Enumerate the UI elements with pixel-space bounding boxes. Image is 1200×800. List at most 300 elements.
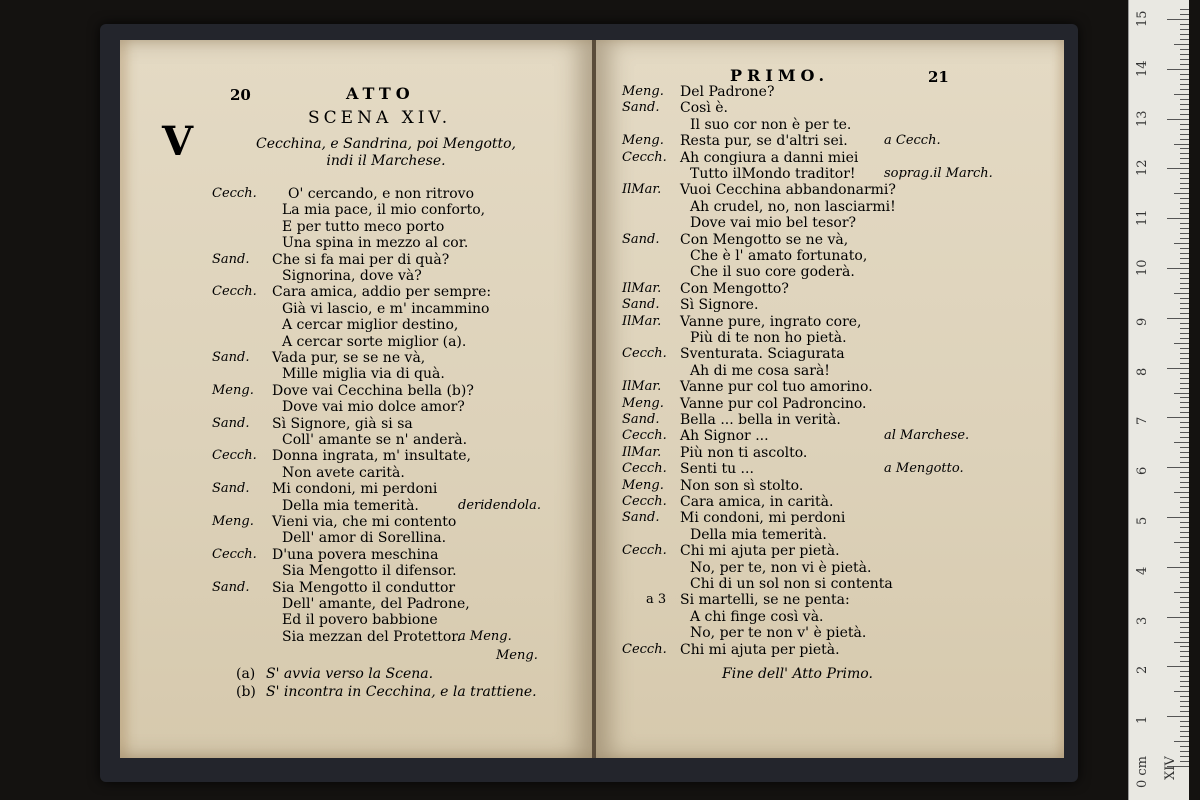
verse-text: Dove vai mio bel tesor? xyxy=(690,215,857,232)
verse-text: Vieni via, che mi contento xyxy=(272,514,457,530)
left-page-number: 20 xyxy=(230,86,251,104)
speaker-label: Sand. xyxy=(212,579,250,595)
speaker-label: Cecch. xyxy=(622,346,667,362)
ruler-tick xyxy=(1180,99,1189,100)
speaker-label: Sand. xyxy=(622,231,660,247)
ruler-tick xyxy=(1180,422,1189,423)
ruler-tick xyxy=(1174,293,1189,294)
ruler-tick xyxy=(1180,89,1189,90)
verse-line xyxy=(622,625,982,641)
verse-line xyxy=(212,514,552,530)
ruler-tick xyxy=(1180,139,1189,140)
verse-line xyxy=(212,612,552,628)
ruler-tick xyxy=(1174,741,1189,742)
ruler-tick xyxy=(1180,607,1189,608)
ruler-tick xyxy=(1180,198,1189,199)
right-page-number: 21 xyxy=(928,68,949,86)
ruler-tick xyxy=(1167,666,1189,667)
end-of-act: Fine dell' Atto Primo. xyxy=(722,666,873,682)
ruler-tick xyxy=(1180,223,1189,224)
verse-line xyxy=(212,432,552,448)
ruler-tick xyxy=(1174,642,1189,643)
verse-text: Che si fa mai per di quà? xyxy=(272,251,450,268)
ruler-tick xyxy=(1180,756,1189,757)
ruler-number: 9 xyxy=(1135,317,1150,326)
speaker-label: Cecch. xyxy=(212,186,257,201)
ruler-tick xyxy=(1167,69,1189,70)
ruler-tick xyxy=(1180,273,1189,274)
verse-text: No, per te non v' è pietà. xyxy=(690,625,867,642)
verse-line xyxy=(622,379,982,395)
ruler-tick xyxy=(1180,761,1189,762)
ruler-tick xyxy=(1180,253,1189,254)
ruler-tick xyxy=(1180,79,1189,80)
verse-text: Così è. xyxy=(680,100,728,117)
ruler-tick xyxy=(1180,527,1189,528)
ruler-tick xyxy=(1180,432,1189,433)
verse-line xyxy=(622,510,982,526)
speaker-label: Meng. xyxy=(212,382,254,398)
speaker-label: Meng. xyxy=(622,395,664,411)
verse-text: Resta pur, se d'altri sei. xyxy=(680,133,848,150)
ruler-tick xyxy=(1180,348,1189,349)
ruler-tick xyxy=(1180,661,1189,662)
ruler-tick xyxy=(1180,721,1189,722)
ruler-tick xyxy=(1180,178,1189,179)
ruler-tick xyxy=(1180,487,1189,488)
ruler-tick xyxy=(1180,671,1189,672)
ruler-tick xyxy=(1180,507,1189,508)
ruler-tick xyxy=(1180,512,1189,513)
ruler-tick xyxy=(1180,497,1189,498)
verse-text: Ah di me cosa sarà! xyxy=(690,362,830,379)
ruler-tick xyxy=(1180,572,1189,573)
ruler-tick xyxy=(1180,557,1189,558)
verse-text: Senti tu ... xyxy=(680,461,754,478)
verse-line xyxy=(622,346,982,362)
speaker-label: Sand. xyxy=(622,510,660,526)
verse-text: Chi mi ajuta per pietà. xyxy=(680,641,840,658)
ruler-tick xyxy=(1180,562,1189,563)
verse-line xyxy=(622,396,982,412)
ruler-tick xyxy=(1180,173,1189,174)
ruler-tick xyxy=(1180,303,1189,304)
verse-text: Della mia temerità. xyxy=(282,497,419,514)
left-running-head: ATTO xyxy=(346,84,415,103)
ruler-tick xyxy=(1180,656,1189,657)
ruler-tick xyxy=(1180,148,1189,149)
ruler-tick xyxy=(1180,407,1189,408)
ruler-tick xyxy=(1180,54,1189,55)
ruler-tick xyxy=(1180,731,1189,732)
ruler-tick xyxy=(1167,119,1189,120)
verse-text: Bella ... bella in verità. xyxy=(680,412,841,428)
ruler-tick xyxy=(1180,651,1189,652)
verse-line xyxy=(212,235,552,251)
verse-text: Mi condoni, mi perdoni xyxy=(680,510,846,527)
verse-line xyxy=(622,84,982,100)
verse-line xyxy=(212,186,552,202)
speaker-label: IlMar. xyxy=(622,182,662,198)
verse-line xyxy=(622,117,982,133)
ruler-tick xyxy=(1180,447,1189,448)
ruler-number: 6 xyxy=(1135,466,1150,476)
verse-line xyxy=(622,199,982,215)
ruler-tick xyxy=(1180,358,1189,359)
verse-line xyxy=(622,314,982,330)
ruler-number: 12 xyxy=(1135,159,1150,177)
ruler-number: 5 xyxy=(1135,516,1150,525)
ruler-tick xyxy=(1180,612,1189,613)
verse-line xyxy=(622,330,982,346)
verse-line xyxy=(622,642,982,658)
ruler-tick xyxy=(1180,676,1189,677)
ruler-tick xyxy=(1180,124,1189,125)
speaker-label: Cecch. xyxy=(212,284,257,300)
ruler-tick xyxy=(1180,726,1189,727)
footnote-b-text: S' incontra in Cecchina, e la trattiene. xyxy=(266,684,537,700)
verse-text: Mi condoni, mi perdoni xyxy=(272,481,438,498)
speaker-label: Sand. xyxy=(622,100,660,116)
verse-text: O' cercando, e non ritrovo xyxy=(288,186,474,202)
speaker-label: Meng. xyxy=(212,514,254,529)
ruler-number: 11 xyxy=(1135,209,1150,227)
verse-line xyxy=(622,428,982,444)
verse-line xyxy=(212,465,552,481)
speaker-label: IlMar. xyxy=(622,280,662,296)
verse-line xyxy=(622,215,982,231)
footnote-a-text: S' avvia verso la Scena. xyxy=(266,666,434,682)
verse-line xyxy=(622,412,982,428)
ruler-tick xyxy=(1180,552,1189,553)
verse-line xyxy=(212,383,552,399)
verse-line xyxy=(622,576,982,592)
ruler-tick xyxy=(1174,393,1189,394)
ruler-tick xyxy=(1180,397,1189,398)
ruler-tick xyxy=(1180,646,1189,647)
verse-text: Signorina, dove và? xyxy=(282,268,422,284)
verse-text: Ah congiura a danni miei xyxy=(680,149,859,166)
verse-line xyxy=(212,416,552,432)
ruler-tick xyxy=(1180,9,1189,10)
ruler-tick xyxy=(1180,39,1189,40)
verse-line xyxy=(622,297,982,313)
ruler-tick xyxy=(1180,203,1189,204)
verse-line xyxy=(212,580,552,596)
verse-line xyxy=(622,445,982,461)
footnote-a-label: (a) xyxy=(236,666,256,682)
ruler-tick xyxy=(1180,402,1189,403)
verse-line xyxy=(212,350,552,366)
ruler-tick xyxy=(1180,158,1189,159)
verse-line xyxy=(622,100,982,116)
verse-text: La mia pace, il mio conforto, xyxy=(282,202,486,219)
ruler-tick xyxy=(1174,592,1189,593)
verse-text: Sia Mengotto il conduttor xyxy=(272,579,456,596)
verse-text: A cercar miglior destino, xyxy=(282,317,459,334)
verse-line xyxy=(212,219,552,235)
verse-line xyxy=(622,494,982,510)
ruler-tick xyxy=(1180,283,1189,284)
ruler-tick xyxy=(1174,442,1189,443)
verse-line xyxy=(622,527,982,543)
verse-text: Ah Signor ... xyxy=(680,428,769,445)
ruler-tick xyxy=(1180,696,1189,697)
ruler-tick xyxy=(1180,24,1189,25)
speaker-label: a 3 xyxy=(646,592,667,608)
ruler-tick xyxy=(1174,44,1189,45)
ruler-tick xyxy=(1180,637,1189,638)
verse-line xyxy=(622,281,982,297)
ruler-number: 1 xyxy=(1135,715,1150,725)
verse-text: D'una povera meschina xyxy=(272,546,439,563)
stage-direction: a Cecch. xyxy=(884,133,941,149)
ruler-tick xyxy=(1180,632,1189,633)
ruler-tick xyxy=(1174,94,1189,95)
speaker-label: Sand. xyxy=(622,412,660,427)
speaker-label: Sand. xyxy=(622,297,660,313)
ruler-tick xyxy=(1167,517,1189,518)
ruler-tick xyxy=(1180,183,1189,184)
speaker-label: Cecch. xyxy=(622,494,667,509)
ruler-tick xyxy=(1180,29,1189,30)
speaker-label: Sand. xyxy=(212,350,250,365)
verse-text: E per tutto meco porto xyxy=(282,218,445,235)
speaker-label: Cecch. xyxy=(622,461,667,477)
ruler-tick xyxy=(1180,477,1189,478)
verse-text: Del Padrone? xyxy=(680,84,775,100)
ruler-tick xyxy=(1167,716,1189,717)
ruler-tick xyxy=(1180,681,1189,682)
verse-line xyxy=(622,232,982,248)
speaker-label: Cecch. xyxy=(622,428,667,444)
ruler-tick xyxy=(1180,353,1189,354)
verse-text: Cara amica, in carità. xyxy=(680,494,834,510)
verse-text: Dove vai mio dolce amor? xyxy=(282,399,465,416)
ruler-tick xyxy=(1180,602,1189,603)
ruler-tick xyxy=(1180,288,1189,289)
ruler-tick xyxy=(1180,84,1189,85)
ruler-tick xyxy=(1180,373,1189,374)
verse-text: A chi finge così và. xyxy=(690,608,824,625)
ruler-tick xyxy=(1180,383,1189,384)
ruler-tick xyxy=(1180,49,1189,50)
ruler-tick xyxy=(1180,522,1189,523)
verse-text: Sia mezzan del Protettor. xyxy=(282,628,461,645)
ruler-tick xyxy=(1180,34,1189,35)
verse-line xyxy=(212,629,552,645)
ruler-tick xyxy=(1180,547,1189,548)
verse-text: Chi mi ajuta per pietà. xyxy=(680,543,840,560)
stage-direction: deridendola. xyxy=(458,497,541,513)
verse-text: Il suo cor non è per te. xyxy=(690,116,852,133)
verse-line xyxy=(212,530,552,546)
verse-text: Dell' amor di Sorellina. xyxy=(282,530,447,547)
ruler-tick xyxy=(1180,427,1189,428)
stage-direction: al Marchese. xyxy=(884,428,970,444)
ruler-tick xyxy=(1180,686,1189,687)
verse-text: Della mia temerità. xyxy=(690,526,827,543)
ruler-number: 0 cm xyxy=(1135,755,1150,788)
verse-text: Sì Signore, già si sa xyxy=(272,415,413,432)
verse-text: Ah crudel, no, non lasciarmi! xyxy=(690,198,896,215)
verse-text: Chi di un sol non si contenta xyxy=(690,576,893,592)
speaker-label: IlMar. xyxy=(622,444,662,460)
verse-line xyxy=(622,264,982,280)
ruler-tick xyxy=(1180,462,1189,463)
ruler-tick xyxy=(1180,233,1189,234)
ruler-tick xyxy=(1180,208,1189,209)
verse-text: Cara amica, addio per sempre: xyxy=(272,284,492,301)
ruler-tick xyxy=(1180,308,1189,309)
verse-text: Non avete carità. xyxy=(282,464,405,481)
ruler-number: 15 xyxy=(1135,10,1150,27)
scene-title: SCENA XIV. xyxy=(308,108,452,128)
speaker-label: Meng. xyxy=(622,84,664,99)
verse-line xyxy=(212,498,552,514)
ruler-tick xyxy=(1180,248,1189,249)
verse-text: Coll' amante se n' anderà. xyxy=(282,432,468,448)
footnote-b-label: (b) xyxy=(236,684,256,700)
verse-text: No, per te, non vi è pietà. xyxy=(690,559,872,576)
ruler-tick xyxy=(1180,378,1189,379)
speaker-label: Sand. xyxy=(212,251,250,267)
verse-line xyxy=(622,182,982,198)
verse-text: Si martelli, se ne penta: xyxy=(680,592,850,609)
verse-text: Più di te non ho pietà. xyxy=(690,330,847,346)
verse-text: Vanne pur col tuo amorino. xyxy=(680,379,873,396)
verse-line xyxy=(622,560,982,576)
verse-text: Non son sì stolto. xyxy=(680,477,804,494)
verse-text: Sventurata. Sciagurata xyxy=(680,346,845,363)
verse-line xyxy=(212,596,552,612)
verse-line xyxy=(212,252,552,268)
verse-line xyxy=(212,448,552,464)
verse-text: Ed il povero babbione xyxy=(282,612,438,629)
verse-text: Una spina in mezzo al cor. xyxy=(282,235,469,252)
ruler-tick xyxy=(1180,263,1189,264)
speaker-label: Meng. xyxy=(622,133,664,149)
ruler-tick xyxy=(1180,711,1189,712)
scene-characters xyxy=(236,136,536,170)
verse-line xyxy=(622,133,982,149)
ruler-tick xyxy=(1174,343,1189,344)
measuring-ruler xyxy=(1128,0,1189,800)
ruler-tick xyxy=(1180,298,1189,299)
ruler-tick xyxy=(1174,691,1189,692)
ruler-tick xyxy=(1180,437,1189,438)
ruler-tick xyxy=(1180,153,1189,154)
stage-direction: a Mengotto. xyxy=(884,461,964,477)
ruler-tick xyxy=(1167,19,1189,20)
ruler-tick xyxy=(1180,532,1189,533)
verse-text: Più non ti ascolto. xyxy=(680,444,808,461)
drop-cap: V xyxy=(162,118,194,165)
verse-line xyxy=(212,366,552,382)
ruler-tick xyxy=(1180,188,1189,189)
ruler-tick xyxy=(1180,74,1189,75)
ruler-tick xyxy=(1180,238,1189,239)
ruler-tick xyxy=(1180,14,1189,15)
ruler-tick xyxy=(1180,736,1189,737)
ruler-tick xyxy=(1180,109,1189,110)
ruler-tick xyxy=(1167,368,1189,369)
verse-text: Donna ingrata, m' insultate, xyxy=(272,448,471,465)
ruler-tick xyxy=(1167,318,1189,319)
ruler-tick xyxy=(1180,587,1189,588)
ruler-tick xyxy=(1180,114,1189,115)
verse-text: Vanne pure, ingrato core, xyxy=(680,313,862,330)
verse-text: Sia Mengotto il difensor. xyxy=(282,563,457,580)
ruler-tick xyxy=(1180,452,1189,453)
ruler-tick xyxy=(1174,243,1189,244)
ruler-tick xyxy=(1180,333,1189,334)
ruler-tick xyxy=(1180,537,1189,538)
ruler-tick xyxy=(1180,482,1189,483)
ruler-tick xyxy=(1180,388,1189,389)
ruler-tick xyxy=(1167,168,1189,169)
verse-line xyxy=(212,301,552,317)
ruler-tick xyxy=(1174,144,1189,145)
characters-line-1: Cecchina, e Sandrina, poi Mengotto, xyxy=(256,136,516,152)
ruler-number: 2 xyxy=(1135,666,1150,675)
ruler-tick xyxy=(1180,412,1189,413)
ruler-tick xyxy=(1180,363,1189,364)
verse-line xyxy=(622,543,982,559)
verse-text: Con Mengotto? xyxy=(680,280,789,297)
right-running-head: PRIMO. xyxy=(730,66,830,85)
ruler-tick xyxy=(1180,502,1189,503)
ruler-tick xyxy=(1180,627,1189,628)
verse-text: Vada pur, se se ne và, xyxy=(272,350,426,366)
ruler-tick xyxy=(1180,706,1189,707)
ruler-tick xyxy=(1180,64,1189,65)
ruler-tick xyxy=(1180,701,1189,702)
ruler-tick xyxy=(1180,577,1189,578)
ruler-tick xyxy=(1180,338,1189,339)
ruler-tick xyxy=(1180,213,1189,214)
verse-line xyxy=(212,268,552,284)
ruler-tick xyxy=(1167,567,1189,568)
verse-line xyxy=(212,284,552,300)
ruler-number: 3 xyxy=(1135,616,1150,625)
ruler-tick xyxy=(1180,582,1189,583)
ruler-tick xyxy=(1180,134,1189,135)
verse-text: Vuoi Cecchina abbandonarmi? xyxy=(680,182,896,199)
ruler-tick xyxy=(1174,492,1189,493)
stage-direction: soprag.il March. xyxy=(884,166,993,181)
verse-text: Dell' amante, del Padrone, xyxy=(282,596,470,612)
ruler-tick xyxy=(1180,622,1189,623)
ruler-tick xyxy=(1180,751,1189,752)
verse-text: Dove vai Cecchina bella (b)? xyxy=(272,382,474,399)
ruler-tick xyxy=(1167,617,1189,618)
ruler-roman: XIV xyxy=(1163,756,1178,780)
ruler-tick xyxy=(1167,268,1189,269)
speaker-label: IlMar. xyxy=(622,379,662,395)
speaker-label: Cecch. xyxy=(622,149,667,165)
verse-text: Con Mengotto se ne và, xyxy=(680,231,849,248)
verse-line xyxy=(212,563,552,579)
verse-line xyxy=(212,334,552,350)
verse-text: Vanne pur col Padroncino. xyxy=(680,395,867,412)
verse-line xyxy=(212,547,552,563)
ruler-tick xyxy=(1180,104,1189,105)
ruler-tick xyxy=(1180,258,1189,259)
verse-text: Sì Signore. xyxy=(680,297,759,314)
speaker-label: Cecch. xyxy=(622,641,667,657)
stage-direction: a Meng. xyxy=(458,628,512,644)
